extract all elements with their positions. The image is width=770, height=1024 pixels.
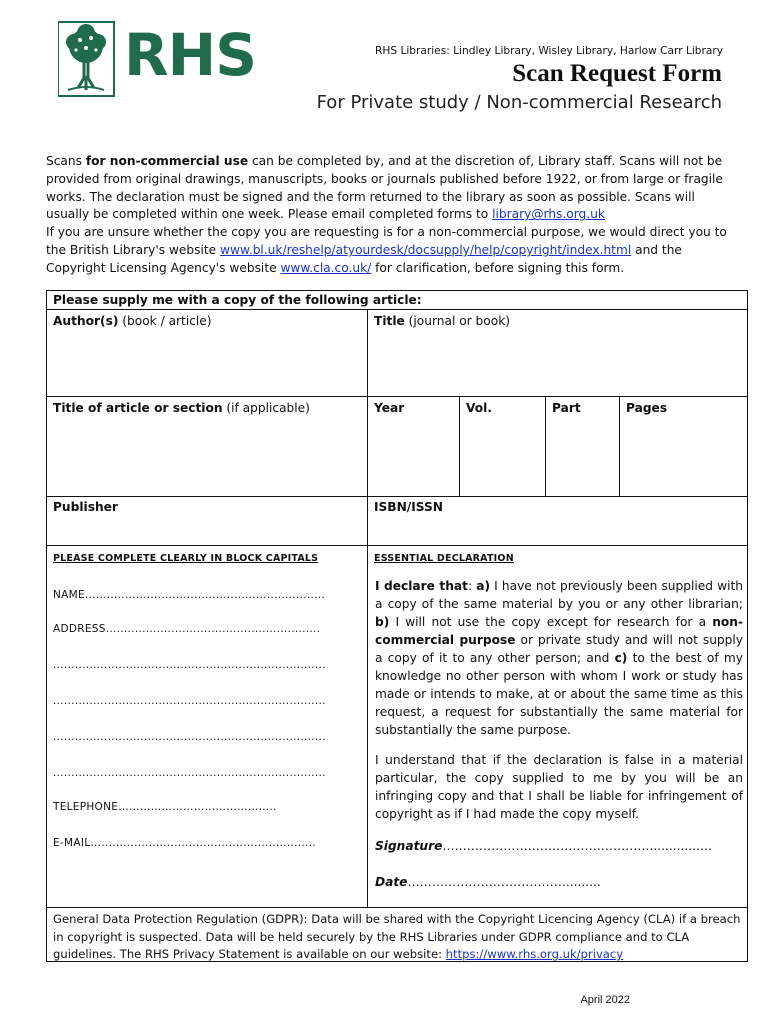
part-field[interactable]: Part (552, 401, 581, 415)
divider (545, 396, 546, 496)
essential-declaration-heading: ESSENTIAL DECLARATION (374, 553, 514, 564)
form-title: Scan Request Form (512, 60, 722, 87)
email-field[interactable]: E-MAIL.............................................................. (53, 837, 316, 849)
divider (47, 545, 747, 546)
privacy-link[interactable]: https://www.rhs.org.uk/privacy (445, 947, 624, 961)
divider (619, 396, 620, 496)
article-title-field[interactable]: Title of article or section (if applicable) (53, 401, 310, 415)
cla-link[interactable]: www.cla.co.uk/ (280, 260, 372, 275)
divider (459, 396, 460, 496)
name-field[interactable]: NAME.................................................................. (53, 589, 326, 601)
libraries-line: RHS Libraries: Lindley Library, Wisley Library, Harlow Carr Library (375, 45, 723, 57)
address-line-5[interactable]: ........................................................................... (53, 767, 326, 779)
intro-text (46, 153, 736, 278)
divider (47, 496, 747, 497)
request-form (46, 290, 748, 962)
divider (47, 309, 747, 310)
isbn-field[interactable]: ISBN/ISSN (374, 500, 443, 514)
bl-link[interactable]: www.bl.uk/reshelp/atyourdesk/docsupply/help/copyright/index.html (220, 242, 632, 257)
address-line-3[interactable]: ........................................................................... (53, 695, 326, 707)
email-link[interactable]: library@rhs.org.uk (492, 207, 605, 222)
address-line-2[interactable]: ........................................................................... (53, 659, 326, 671)
intro-paragraph-2: If you are unsure whether the copy you are requesting is for a non-commercial purpose, we would direct you to the British Library's website www.bl.uk/reshelp/atyourdesk/docsupply/help/copyright/index.html and the Copyright Licensing Agency's website www.cla.co.uk/ for clarification, before signing this form. (46, 225, 727, 275)
footer-date: April 2022 (580, 994, 630, 1006)
address-line-4[interactable]: ........................................................................... (53, 731, 326, 743)
liability-text: I understand that if the declaration is false in a material particular, the copy supplied to me by you will be an infringing copy and that I shall be liable for infringement of copyright as if I had made the copy myself. (375, 753, 743, 821)
divider (47, 907, 747, 908)
rhs-logo (58, 20, 256, 100)
tree-logo-icon (58, 20, 118, 98)
divider (47, 396, 747, 397)
address-field[interactable]: ADDRESS........................................................... (53, 623, 321, 635)
year-field[interactable]: Year (374, 401, 405, 415)
date-field[interactable]: Date…………………………………......... (375, 875, 601, 889)
pages-field[interactable]: Pages (626, 401, 668, 415)
intro-paragraph-1: Scans for non-commercial use can be completed by, and at the discretion of, Library staff. Scans will not be provided from original drawings, manuscripts, books or journals published before 1922, or from large or fragile works. The declaration must be signed and the form returned to the library as soon as possible. Scans will usually be completed within one week. Please email completed forms to library@rhs.org.uk (46, 154, 723, 222)
logo-text: RHS (124, 21, 256, 89)
signature-field[interactable]: Signature…………………………………………….............… (375, 839, 713, 853)
telephone-field[interactable]: TELEPHONE…………………………………….. (53, 801, 277, 813)
declaration-text: I declare that: a) I have not previously been supplied with a copy of the same material by you or any other librarian; b) I will not use the copy except for research for a non-commercial purpose or private study and will not supply a copy of it to any other person; and c) to the best of my knowledge no other person with whom I work or study has made or intends to make, at or about the same time as this request, a request for substantially the same material for substantially the same purpose. (375, 579, 743, 737)
form-subtitle: For Private study / Non-commercial Research (316, 92, 722, 113)
authors-field[interactable]: Author(s) (book / article) (53, 314, 212, 328)
form-heading: Please supply me with a copy of the following article: (53, 293, 422, 307)
gdpr-notice: General Data Protection Regulation (GDPR): Data will be shared with the Copyright Licencing Agency (CLA) if a breach in copyright is suspected. Data will be held securely by the RHS Libraries under GDPR compliance and to CLA guidelines. The RHS Privacy Statement is available on our website: https://www.rhs.org.uk/privacy (53, 912, 741, 961)
vol-field[interactable]: Vol. (466, 401, 492, 415)
title-field[interactable]: Title (journal or book) (374, 314, 511, 328)
divider (367, 309, 368, 907)
block-capitals-note: PLEASE COMPLETE CLEARLY IN BLOCK CAPITALS (53, 553, 319, 564)
publisher-field[interactable]: Publisher (53, 500, 118, 514)
